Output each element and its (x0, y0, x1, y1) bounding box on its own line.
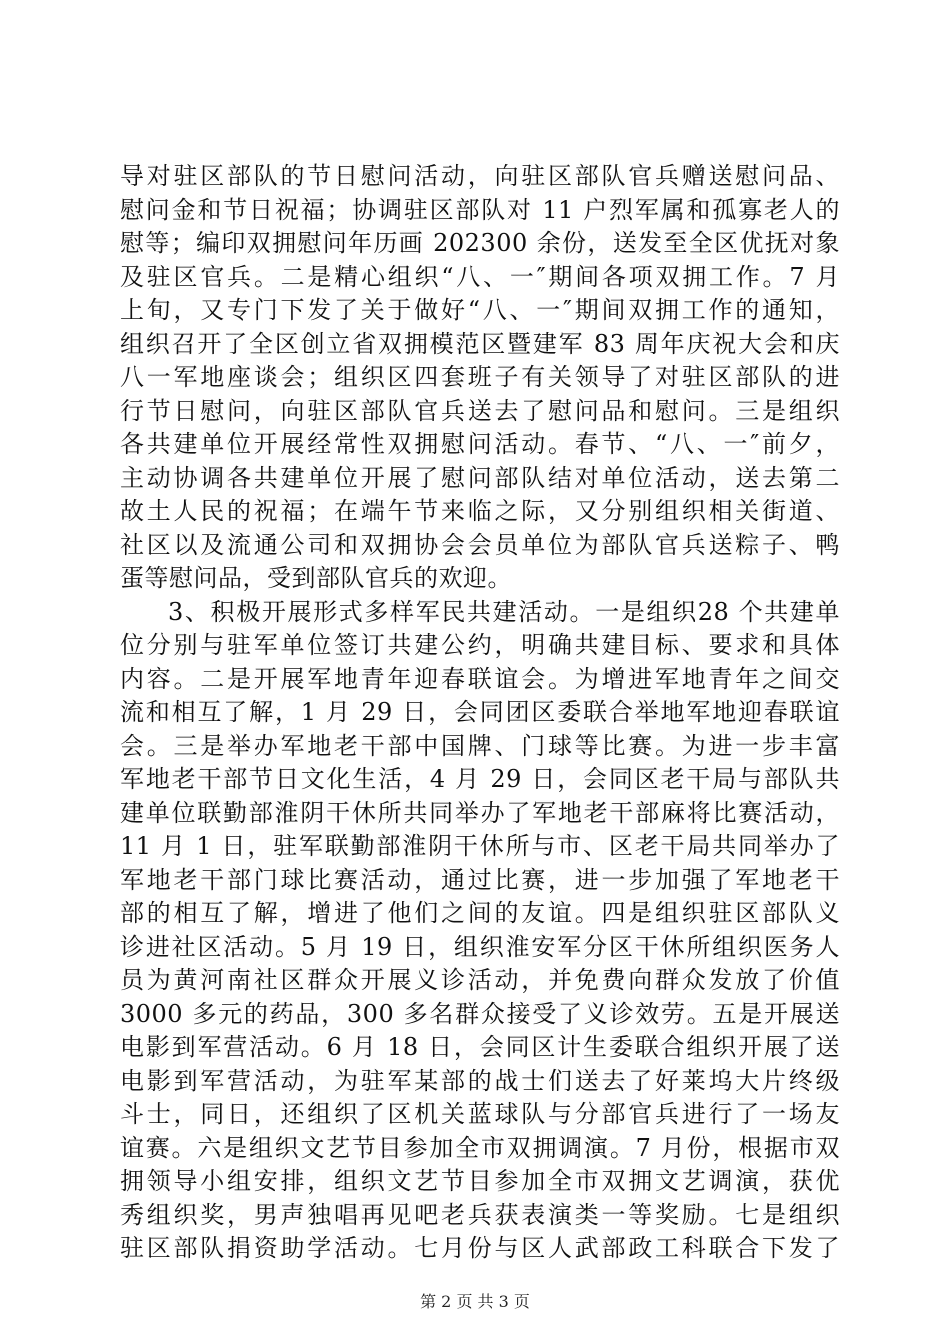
text-line: 位分别与驻军单位签订共建公约，明确共建目标、要求和具体 (120, 631, 840, 659)
text-line: 诊进社区活动。5 月 19 日，组织淮安军分区干休所组织医务人 (120, 932, 840, 961)
text-line: 电影到军营活动。6 月 18 日，会同区计生委联合组织开展了送 (120, 1033, 840, 1061)
text-line: 军地老干部门球比赛活动，通过比赛，进一步加强了军地老干 (120, 865, 840, 894)
body-text (120, 160, 840, 1266)
text-line: 上旬，又专门下发了关于做好“八、一″期间双拥工作的通知， (120, 296, 840, 324)
text-line: 八一军地座谈会；组织区四套班子有关领导了对驻区部队的进 (120, 363, 840, 391)
text-line: 及驻区官兵。二是精心组织“八、一″期间各项双拥工作。7 月 (120, 262, 840, 291)
text-line: 内容。二是开展军地青年迎春联谊会。为增进军地青年之间交 (120, 664, 840, 693)
text-line: 11 月 1 日，驻军联勤部淮阴干休所与市、区老干局共同举办了 (120, 832, 840, 860)
text-line: 电影到军营活动，为驻军某部的战士们送去了好莱坞大片终级 (120, 1066, 840, 1095)
text-line: 部的相互了解，增进了他们之间的友谊。四是组织驻区部队义 (120, 899, 840, 927)
text-line: 故土人民的祝福；在端午节来临之际，又分别组织相关街道、 (120, 497, 840, 525)
text-line: 军地老干部节日文化生活，4 月 29 日，会同区老干局与部队共 (120, 765, 840, 793)
text-line: 拥领导小组安排，组织文艺节目参加全市双拥文艺调演，获优 (120, 1167, 840, 1195)
text-line: 主动协调各共建单位开展了慰问部队结对单位活动，送去第二 (120, 463, 840, 492)
text-line: 蛋等慰问品，受到部队官兵的欢迎。 (120, 564, 512, 592)
text-line: 建单位联勤部淮阴干休所共同举办了军地老干部麻将比赛活动， (120, 798, 840, 827)
text-line: 会。三是举办军地老干部中国牌、门球等比赛。为进一步丰富 (120, 731, 840, 760)
text-line: 员为黄河南社区群众开展义诊活动，并免费向群众发放了价值 (120, 966, 840, 994)
text-line: 3000 多元的药品，300 多名群众接受了义诊效劳。五是开展送 (120, 999, 840, 1028)
text-line: 慰等；编印双拥慰问年历画 202300 余份，送发至全区优抚对象 (120, 229, 840, 257)
text-line: 谊赛。六是组织文艺节目参加全市双拥调演。7 月份，根据市双 (120, 1133, 840, 1162)
text-line: 流和相互了解，1 月 29 日，会同团区委联合举地军地迎春联谊 (120, 698, 840, 726)
text-line: 行节日慰问，向驻区部队官兵送去了慰问品和慰问。三是组织 (120, 396, 840, 425)
text-line: 组织召开了全区创立省双拥模范区暨建军 83 周年庆祝大会和庆 (120, 329, 840, 358)
text-line: 秀组织奖，男声独唱再见吧老兵获表演类一等奖励。七是组织 (120, 1200, 840, 1229)
text-line: 斗士，同日，还组织了区机关蓝球队与分部官兵进行了一场友 (120, 1100, 840, 1128)
text-line: 社区以及流通公司和双拥协会会员单位为部队官兵送粽子、鸭 (120, 530, 840, 559)
text-line: 驻区部队捐资助学活动。七月份与区人武部政工科联合下发了 (120, 1234, 840, 1262)
page-number-footer: 第 2 页 共 3 页 (420, 1292, 530, 1311)
text-line-paragraph-start: 3、积极开展形式多样军民共建活动。一是组织28 个共建单 (168, 597, 840, 626)
text-line: 导对驻区部队的节日慰问活动，向驻区部队官兵赠送慰问品、 (120, 162, 840, 190)
text-line: 各共建单位开展经常性双拥慰问活动。春节、“八、一″前夕， (120, 430, 840, 458)
text-line: 慰问金和节日祝福；协调驻区部队对 11 户烈军属和孤寡老人的 (120, 195, 840, 224)
